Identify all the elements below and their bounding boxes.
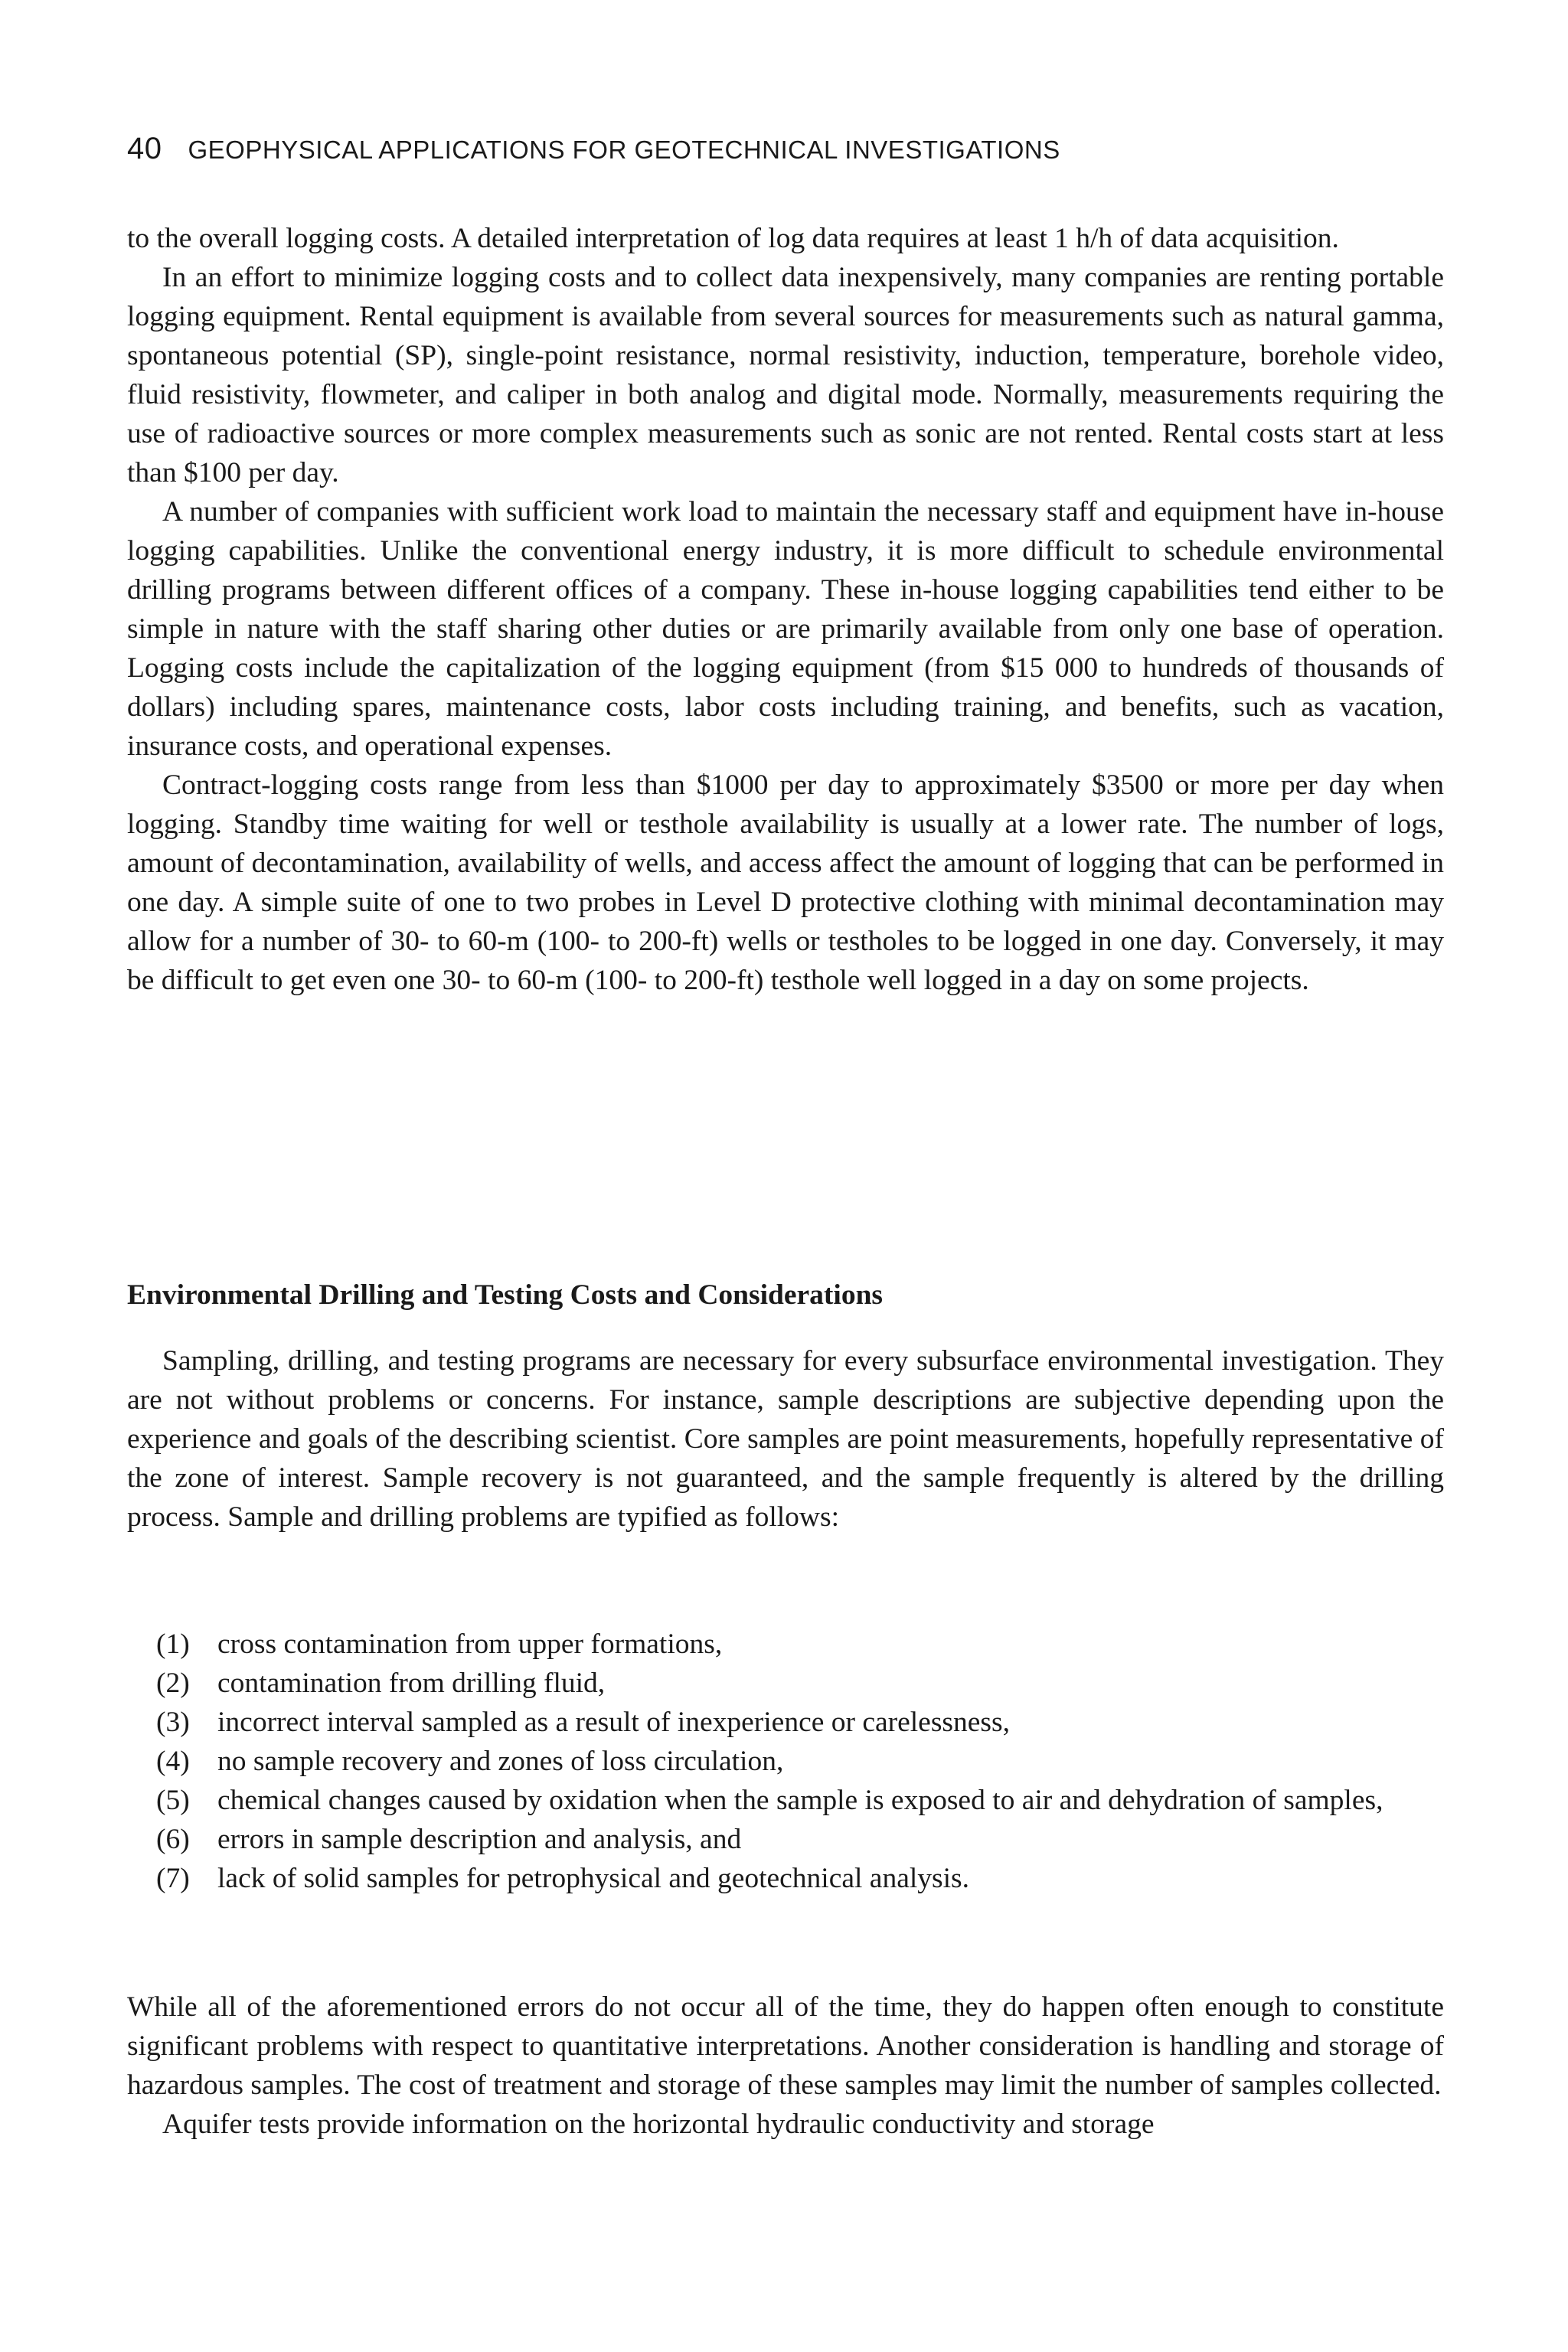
section-heading: Environmental Drilling and Testing Costs and Considerations	[127, 1279, 884, 1311]
paragraph: In an effort to minimize logging costs and to collect data inexpensively, many companies are renting portable logging equipment. Rental equipment is available from several sources for measurements such as natural gamma, spontaneous potential (SP), single-point resistance, normal resistivity, induction, temperature, borehole video, fluid resistivity, flowmeter, and caliper in both analog and digital mode. Normally, measurements requiring the use of radioactive sources or more complex measurements such as sonic are not rented. Rental costs start at less than $100 per day.	[127, 262, 1444, 488]
list-item-text: contamination from drilling fluid,	[217, 1668, 606, 1699]
list-item-number: (5)	[156, 1785, 190, 1816]
list-item-text: chemical changes caused by oxidation when the sample is exposed to air and dehydration of samples,	[217, 1785, 1383, 1816]
list-item-text: incorrect interval sampled as a result of inexperience or carelessness,	[217, 1707, 1010, 1738]
section-logging-costs	[127, 219, 1444, 1000]
list-item	[156, 1664, 1444, 1703]
list-item-number: (6)	[156, 1824, 190, 1855]
list-item-number: (7)	[156, 1863, 190, 1894]
list-item	[156, 1820, 1444, 1859]
paragraph: A number of companies with sufficient work load to maintain the necessary staff and equipment have in-house logging capabilities. Unlike the conventional energy industry, it is more difficult to schedule environmental drilling programs between different offices of a company. These in-house logging capabilities tend either to be simple in nature with the staff sharing other duties or are primarily available from only one base of operation. Logging costs include the capitalization of the logging equipment (from $15 000 to hundreds of thousands of dollars) including spares, maintenance costs, labor costs including training, and benefits, such as vacation, insurance costs, and operational expenses.	[127, 496, 1444, 762]
list-item	[156, 1625, 1444, 1664]
list-item-number: (4)	[156, 1746, 190, 1777]
list-item-text: lack of solid samples for petrophysical and geotechnical analysis.	[217, 1863, 969, 1894]
list-item-text: no sample recovery and zones of loss circulation,	[217, 1746, 784, 1777]
list-item	[156, 1742, 1444, 1781]
paragraph: While all of the aforementioned errors do not occur all of the time, they do happen often enough to constitute significant problems with respect to quantitative interpretations. Another consideration is handling and storage of hazardous samples. The cost of treatment and storage of these samples may limit the number of samples collected.	[127, 1991, 1444, 2101]
section-intro	[127, 1341, 1444, 1537]
list-item-number: (3)	[156, 1707, 190, 1738]
list-item-number: (1)	[156, 1628, 190, 1660]
list-item-text: cross contamination from upper formations,	[217, 1628, 723, 1660]
running-head	[127, 132, 1060, 166]
paragraph: Sampling, drilling, and testing programs are necessary for every subsurface environmental investigation. They are not without problems or concerns. For instance, sample descriptions are subjective depending upon the experience and goals of the describing scientist. Core samples are point measurements, hopefully representative of the zone of interest. Sample recovery is not guaranteed, and the sample frequently is altered by the drilling process. Sample and drilling problems are typified as follows:	[127, 1345, 1444, 1533]
list-item	[156, 1703, 1444, 1742]
paragraph: Contract-logging costs range from less than $1000 per day to approximately $3500 or more per day when logging. Standby time waiting for well or testhole availability is usually at a lower rate. The number of logs, amount of decontamination, availability of wells, and access affect the amount of logging that can be performed in one day. A simple suite of one to two probes in Level D protective clothing with minimal decontamination may allow for a number of 30- to 60-m (100- to 200-ft) wells or testholes to be logged in one day. Conversely, it may be difficult to get even one 30- to 60-m (100- to 200-ft) testhole well logged in a day on some projects.	[127, 769, 1444, 996]
paragraph: Aquifer tests provide information on the horizontal hydraulic conductivity and storage	[162, 2109, 1155, 2140]
paragraph: to the overall logging costs. A detailed interpretation of log data requires at least 1 h/h of data acquisition.	[127, 223, 1339, 254]
section-closing	[127, 1988, 1444, 2144]
running-title: GEOPHYSICAL APPLICATIONS FOR GEOTECHNICAL INVESTIGATIONS	[188, 136, 1060, 164]
page-number: 40	[127, 132, 162, 165]
list-item-text: errors in sample description and analysis, and	[217, 1824, 742, 1855]
list-item-number: (2)	[156, 1668, 190, 1699]
list-item	[156, 1859, 1444, 1898]
problem-list	[156, 1625, 1444, 1898]
list-item	[156, 1781, 1444, 1820]
